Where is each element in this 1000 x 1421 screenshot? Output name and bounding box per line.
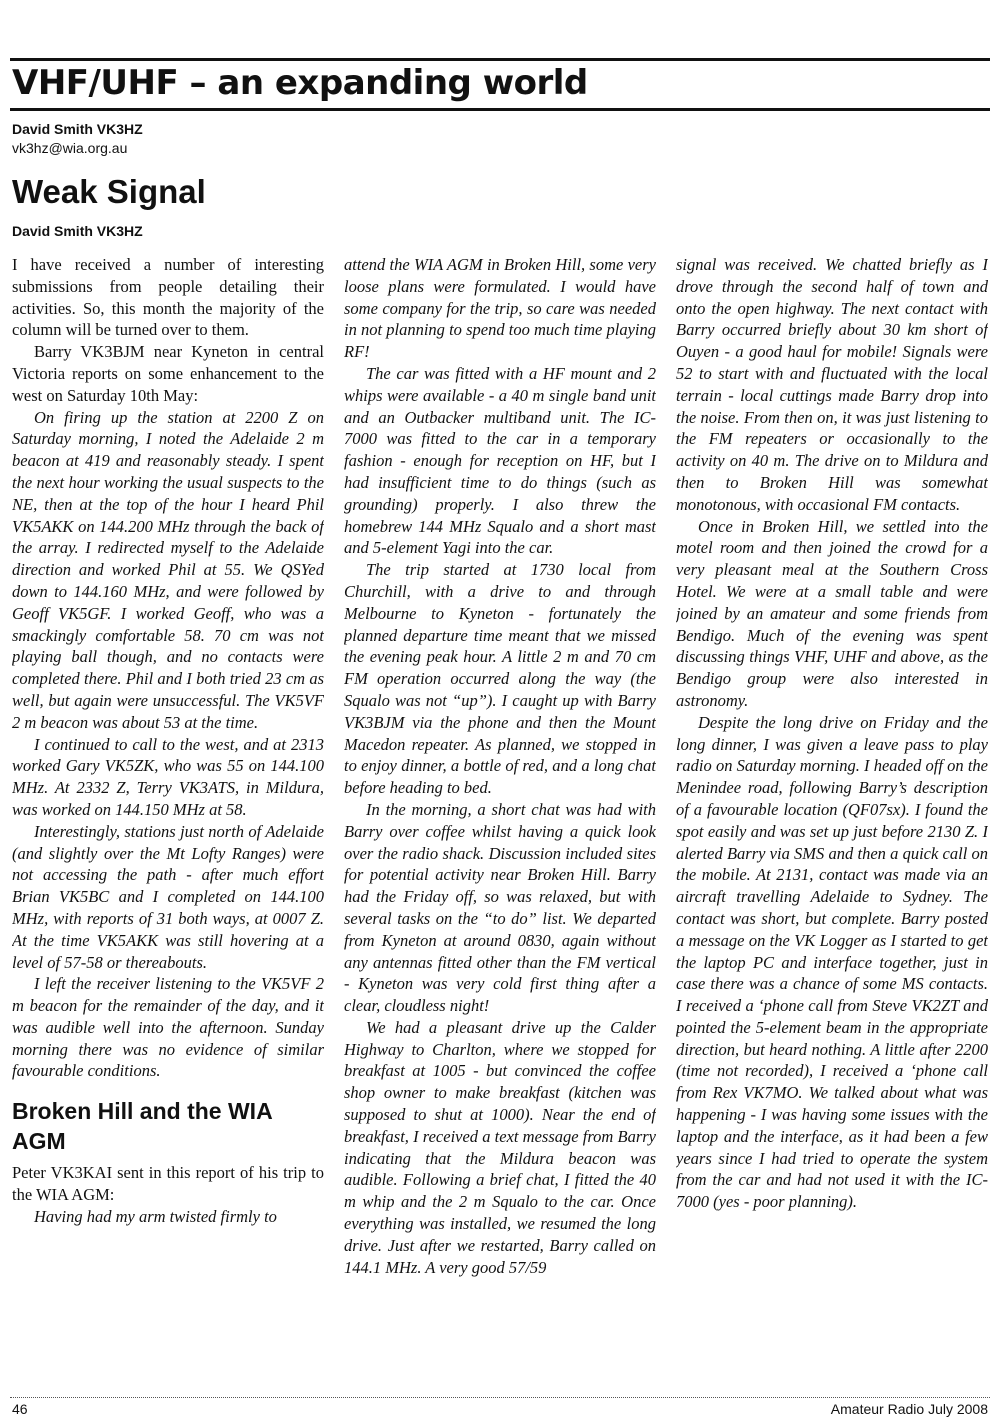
paragraph: In the morning, a short chat was had with Barry over coffee whilst having a quick look over the radio shack. Discussion included sites for potential activity near Broken Hill. Barry had the Friday off, so was relaxed, but with several tasks on the “to do” list. We departed from Kyneton at around 0830, again without any antennas fitted other than the FM vertical - Kyneton was very cold first thing after a clear, cloudless night! xyxy=(344,799,656,1016)
paragraph: I left the receiver listening to the VK5VF 2 m beacon for the remainder of the day, and it was audible well into the afternoon. Sunday morning there was no evidence of similar favourable conditions. xyxy=(12,974,324,1081)
footer-rule xyxy=(10,1397,990,1398)
paragraph: attend the WIA AGM in Broken Hill, some very loose plans were formulated. I would have some company for the trip, so care was needed in not planning to spend too much time playing RF! xyxy=(344,255,656,362)
paragraph: I have received a number of interesting submissions from people detailing their activities. So, this month the majority of the column will be turned over to them. xyxy=(12,255,324,340)
subheading: Broken Hill and the WIA AGM xyxy=(12,1098,272,1155)
banner-top-rule xyxy=(10,58,990,61)
section-title: Weak Signal xyxy=(12,173,206,210)
author-email: vk3hz@wia.org.au xyxy=(12,140,128,156)
paragraph: We had a pleasant drive up the Calder Highway to Charlton, where we stopped for breakfast at 1005 - but convinced the coffee shop owner to make breakfast (kitchen was supposed to shut at 1000). Near the end of breakfast, I received a text message from Barry indicating that the Mildura beacon was audible. Following a brief chat, I fitted the 40 m whip and the 2 m Squalo to the car. Once everything was installed, we resumed the long drive. Just after we restarted, Barry called on 144.1 MHz. A very good 57/59 xyxy=(344,1017,656,1277)
paragraph: The car was fitted with a HF mount and 2 whips were available - a 40 m single band unit and an Outbacker multiband unit. The IC-7000 was fitted to the car in a temporary fashion - enough for reception on HF, but I had insufficient time to do things (such as grounding) properly. I also threw the homebrew 144 MHz Squalo and a short mast and 5-element Yagi into the car. xyxy=(344,363,656,558)
section-author: David Smith VK3HZ xyxy=(12,223,143,239)
paragraph: Once in Broken Hill, we settled into the motel room and then joined the crowd for a very pleasant meal at the Southern Cross Hotel. We were at a small table and were joined by an amateur and some friends from Bendigo. Much of the evening was spent discussing things VHF, UHF and above, as the Bendigo group were also interested in astronomy. xyxy=(676,516,988,710)
paragraph: On firing up the station at 2200 Z on Saturday morning, I noted the Adelaide 2 m beacon at 419 and reasonably steady. I spent the next hour working the usual suspects to the NE, then at the top of the hour I heard Phil VK5AKK on 144.200 MHz through the back of the array. I redirected myself to the Adelaide direction and worked Phil at 55. We QSYed down to 144.160 MHz, and were followed by Geoff VK5GF. I worked Geoff, who was a smackingly comfortable 58. 70 cm was not playing ball though, and no contacts were completed there. Phil and I both tried 23 cm as well, but again were unsuccessful. The VK5VF 2 m beacon was about 53 at the time. xyxy=(12,407,324,732)
banner-bottom-rule xyxy=(10,108,990,111)
paragraph: Despite the long drive on Friday and the long dinner, I was given a leave pass to play radio on Saturday morning. I headed off on the Menindee road, following Barry’s description of a favourable location (QF07sx). I found the spot easily and was set up just before 2130 Z. I alerted Barry via SMS and then a quick call on the mobile. At 2131, contact was made via an aircraft travelling Adelaide to Sydney. The contact was short, but complete. Barry posted a message on the VK Logger as I started to get the laptop PC and interface together, just in case there was a chance of some MS contacts. I received a ‘phone call from Steve VK2ZT and pointed the 5-element beam in the appropriate direction, but heard nothing. A little after 2200 (time not recorded), I received a ‘phone call from Rex VK7MO. We talked about what was happening - I was having some issues with the laptop and the interface, as it had been a few years since I had tried to operate the system from the car and had not used it with the IC-7000 (yes - poor planning). xyxy=(676,712,988,1212)
paragraph: I continued to call to the west, and at 2313 worked Gary VK5ZK, who was 55 on 144.100 MHz. At 2332 Z, Terry VK3ATS, in Mildura, was worked on 144.150 MHz at 58. xyxy=(12,734,324,819)
paragraph: Barry VK3BJM near Kyneton in central Victoria reports on some enhancement to the west on Saturday 10th May: xyxy=(12,342,324,405)
publication-info: Amateur Radio July 2008 xyxy=(830,1401,988,1417)
article-column-2 xyxy=(344,254,656,1384)
article-column-1 xyxy=(12,254,324,1384)
paragraph: Peter VK3KAI sent in this report of his trip to the WIA AGM: xyxy=(12,1163,324,1205)
paragraph: The trip started at 1730 local from Churchill, with a drive to and through Melbourne to Kyneton - fortunately the planned departure time meant that we missed the evening peak hour. A little 2 m and 70 cm FM operation occurred along the way (the Squalo was not “up”). I caught up with Barry VK3BJM via the phone and then the Mount Macedon repeater. As planned, we stopped in to enjoy dinner, a bottle of red, and a long chat before heading to bed. xyxy=(344,560,656,798)
column-author: David Smith VK3HZ xyxy=(12,121,143,137)
article-column-3 xyxy=(676,254,988,1384)
paragraph: signal was received. We chatted briefly as I drove through the second half of town and onto the open highway. The next contact with Barry occurred briefly about 30 km short of Ouyen - a good haul for mobile! Signals were 52 to start with and fluctuated with the local terrain - local cuttings made Barry drop into the noise. From then on, it was just listening to the FM repeaters or occasionally to the activity on 40 m. The drive on to Mildura and then to Broken Hill was somewhat monotonous, with occasional FM contacts. xyxy=(676,255,988,514)
paragraph: Having had my arm twisted firmly to xyxy=(34,1206,277,1226)
paragraph: Interestingly, stations just north of Adelaide (and slightly over the Mt Lofty Ranges) were not accessing the path - after much effort Brian VK5BC and I completed on 144.100 MHz, with reports of 31 both ways, at 0007 Z. At the time VK5AKK was still hovering at a level of 57-58 or thereabouts. xyxy=(12,821,324,972)
column-title: VHF/UHF – an expanding world xyxy=(12,63,588,103)
page-number: 46 xyxy=(12,1401,28,1417)
